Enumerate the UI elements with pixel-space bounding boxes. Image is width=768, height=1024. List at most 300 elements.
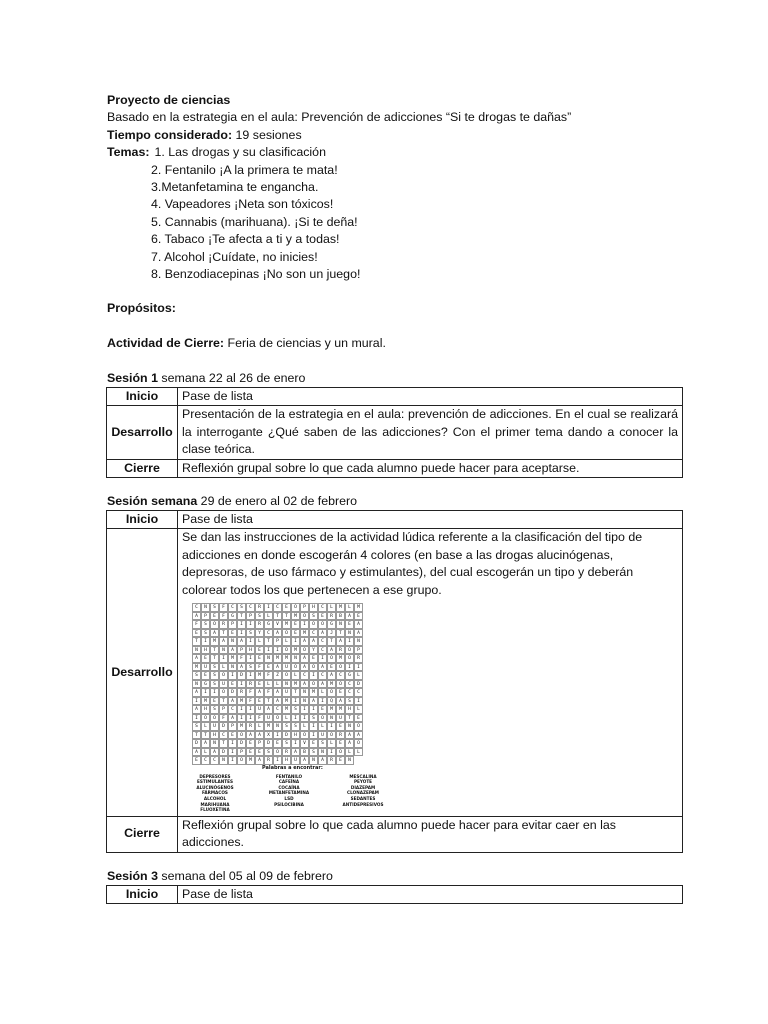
word-search-cell: I [219, 654, 228, 663]
word-search-cell: A [192, 654, 201, 663]
word-search-cell: O [201, 714, 210, 723]
word-search-cell: O [336, 680, 345, 689]
word-search-cell: N [219, 646, 228, 655]
word-search-cell: N [345, 722, 354, 731]
word-search-cell: M [273, 654, 282, 663]
word-search-cell: S [201, 620, 210, 629]
word-search-cell: T [273, 612, 282, 621]
word-search-cell: F [264, 671, 273, 680]
word-search-cell: A [192, 748, 201, 757]
word-search-cell: U [282, 663, 291, 672]
word-search-cell: I [309, 705, 318, 714]
word-search-cell: E [228, 731, 237, 740]
word-search-cell: O [237, 731, 246, 740]
word-search-cell: O [327, 731, 336, 740]
word-search-cell: A [300, 663, 309, 672]
word-search-cell: I [246, 705, 255, 714]
word-search-cell: S [210, 671, 219, 680]
word-search-cell: A [354, 731, 363, 740]
word-search-cell: I [237, 705, 246, 714]
word-search-cell: N [345, 629, 354, 638]
word-search-cell: C [309, 629, 318, 638]
word-search-cell: O [291, 663, 300, 672]
word-search-cell: L [318, 688, 327, 697]
word-search-cell: P [228, 620, 237, 629]
word-search-cell: L [282, 714, 291, 723]
word-search-cell: E [255, 654, 264, 663]
word-search-cell: E [210, 697, 219, 706]
word-search-cell: U [282, 688, 291, 697]
word-search-cell: O [273, 748, 282, 757]
word-search-cell: I [318, 697, 327, 706]
word-search-cell: A [336, 697, 345, 706]
word-search-cell: A [255, 731, 264, 740]
word-search-cell: M [282, 620, 291, 629]
session-2-table [106, 510, 683, 853]
word-search-cell: P [237, 748, 246, 757]
word-search-cell: N [192, 680, 201, 689]
word-search-cell: N [318, 748, 327, 757]
word-search-cell: S [210, 663, 219, 672]
word-search-cell: P [237, 646, 246, 655]
word-search-cell: R [282, 748, 291, 757]
word-search-cell: I [327, 722, 336, 731]
word-search-cell: N [228, 637, 237, 646]
word-search-cell: I [309, 671, 318, 680]
word-search-cell: H [201, 646, 210, 655]
word-search-cell: A [228, 646, 237, 655]
word-search-cell: S [192, 722, 201, 731]
word-search-cell: T [291, 688, 300, 697]
word-search-cell: E [246, 748, 255, 757]
word-search-cell: U [264, 714, 273, 723]
activity-instructions: Se dan las instrucciones de la actividad lúdica referente a la clasificación del tipo de adicciones en donde escogerán 4 colores (en base a las drogas alucinógenas, depresoras, de uso fármaco y estimulantes), del cual escogerán un tipo y deberán colorear todos los que pertenecen a ese grupo. [182, 530, 643, 597]
word-search-cell: L [354, 671, 363, 680]
word-search-cell: T [210, 654, 219, 663]
word-search-cell: N [336, 620, 345, 629]
word-search-cell: L [291, 671, 300, 680]
word-search-cell: T [219, 697, 228, 706]
word-search-cell: Y [255, 629, 264, 638]
word-search-cell: E [309, 739, 318, 748]
word-search-cell: A [228, 714, 237, 723]
word-search-word: PEYOTE [353, 779, 373, 785]
word-search-word: CLONAZEPAM [347, 790, 379, 796]
word-search-cell: N [210, 739, 219, 748]
word-search-cell: O [327, 654, 336, 663]
word-search-cell: N [300, 688, 309, 697]
word-search-cell: G [327, 620, 336, 629]
document-header [107, 92, 687, 283]
word-search-cell: I [228, 748, 237, 757]
table-row [107, 816, 683, 852]
topic-item: 5. Cannabis (marihuana). ¡Si te deña! [151, 214, 358, 229]
word-search-cell: A [255, 756, 264, 765]
word-search-cell: O [336, 663, 345, 672]
row-label: Cierre [107, 459, 178, 477]
word-search-word: FÁRMACOS [202, 790, 228, 796]
session-1-table [106, 387, 683, 478]
word-search-cell: R [219, 620, 228, 629]
row-label: Inicio [107, 886, 178, 904]
closing-activity: Actividad de Cierre: Feria de ciencias y un mural. [107, 336, 386, 350]
row-content: Pase de lista [178, 511, 683, 529]
word-search-cell: T [282, 612, 291, 621]
word-search-cell: A [354, 620, 363, 629]
word-search-word: DIAZEPAM [350, 784, 376, 790]
row-label: Cierre [107, 816, 178, 852]
word-search-cell: I [300, 705, 309, 714]
table-row [107, 406, 683, 459]
word-search-cell: I [264, 646, 273, 655]
word-search-cell: O [354, 739, 363, 748]
word-search-cell: A [237, 637, 246, 646]
word-search-cell: A [309, 697, 318, 706]
word-search-cell: C [345, 680, 354, 689]
row-label: Inicio [107, 511, 178, 529]
word-search-cell: M [336, 654, 345, 663]
word-search-cell: D [219, 722, 228, 731]
word-search-cell: E [336, 688, 345, 697]
word-search-cell: I [246, 654, 255, 663]
word-search-cell: S [246, 629, 255, 638]
word-search-grid [192, 603, 678, 765]
word-search-cell: M [327, 680, 336, 689]
word-search-cell: S [291, 722, 300, 731]
word-search-cell: A [327, 646, 336, 655]
word-search-cell: A [192, 612, 201, 621]
table-row [107, 529, 683, 816]
word-search-word: ALCOHOL [203, 795, 227, 801]
word-search-cell: Q [327, 697, 336, 706]
word-search-cell: I [210, 688, 219, 697]
word-search-cell: M [264, 722, 273, 731]
word-search-cell: F [246, 688, 255, 697]
word-search-cell: R [336, 731, 345, 740]
word-search-cell: R [354, 654, 363, 663]
word-search-cell: E [327, 663, 336, 672]
word-search-cell: C [192, 603, 201, 612]
word-search-cell: L [327, 603, 336, 612]
word-column [332, 774, 394, 813]
word-search-cell: N [201, 603, 210, 612]
word-search-cell: D [354, 680, 363, 689]
word-search-cell: A [219, 637, 228, 646]
word-search-cell: A [300, 680, 309, 689]
word-search-cell: O [300, 646, 309, 655]
word-search-cell: N [345, 756, 354, 765]
word-search-cell: P [219, 705, 228, 714]
strategy-line: Basado en la estrategia en el aula: Prevención de adicciones “Si te drogas te dañas” [107, 110, 572, 125]
word-search-cell: A [336, 637, 345, 646]
session-3-table [106, 885, 683, 904]
word-search-cell: H [282, 756, 291, 765]
word-search-cell: M [210, 637, 219, 646]
topic-item: 3.Metanfetamina te engancha. [151, 180, 319, 195]
word-search-cell: M [255, 671, 264, 680]
word-search-cell: C [354, 688, 363, 697]
word-search-cell: T [219, 629, 228, 638]
word-search-cell: L [264, 612, 273, 621]
word-search-cell: L [264, 680, 273, 689]
time-line: Tiempo considerado: 19 sesiones [107, 127, 302, 142]
word-search-cell: I [228, 671, 237, 680]
topic-item: 8. Benzodiacepinas ¡No son un juego! [151, 267, 361, 282]
word-search-cell: O [291, 603, 300, 612]
word-search-cell: A [273, 697, 282, 706]
word-search-cell: E [318, 612, 327, 621]
word-search-cell: O [282, 646, 291, 655]
word-search-cell: I [201, 688, 210, 697]
word-search-cell: G [201, 680, 210, 689]
topic-item: 2. Fentanilo ¡A la primera te mata! [151, 162, 338, 177]
word-search-cell: I [228, 756, 237, 765]
word-search-cell: S [237, 603, 246, 612]
word-search-cell: D [237, 739, 246, 748]
word-search-cell: I [201, 637, 210, 646]
word-search-cell: S [210, 603, 219, 612]
word-search-cell: M [336, 705, 345, 714]
word-search-cell: C [300, 671, 309, 680]
word-search-cell: O [336, 748, 345, 757]
word-search-cell: J [327, 629, 336, 638]
word-search-cell: F [237, 654, 246, 663]
word-search-cell: N [264, 654, 273, 663]
word-search-cell: I [345, 637, 354, 646]
word-search-cell: O [309, 620, 318, 629]
word-search-cell: I [291, 739, 300, 748]
word-search-cell: N [291, 654, 300, 663]
row-content: Presentación de la estrategia en el aula: prevención de adicciones. En el cual se realizará la interrogante ¿Qué saben de las adicciones? Con el primer tema dando a conocer la clase teórica. [178, 406, 683, 459]
word-search-cell: M [201, 697, 210, 706]
word-search-cell: R [336, 646, 345, 655]
word-search-cell: I [273, 646, 282, 655]
word-search-cell: D [237, 671, 246, 680]
word-search-cell: D [282, 731, 291, 740]
word-search-word: LSD [284, 795, 294, 801]
word-search-cell: S [201, 629, 210, 638]
word-search-cell: I [309, 731, 318, 740]
purposes-heading: Propósitos: [107, 301, 176, 315]
word-search-cell: E [336, 739, 345, 748]
word-search-cell: A [345, 612, 354, 621]
word-search-cell: P [300, 603, 309, 612]
table-row [107, 886, 683, 904]
word-search-cell: A [354, 629, 363, 638]
word-search-cell: C [219, 731, 228, 740]
word-search-cell: M [300, 629, 309, 638]
word-search-cell: B [300, 748, 309, 757]
word-search-cell: P [354, 646, 363, 655]
word-search-cell: S [282, 739, 291, 748]
word-search-cell: A [273, 688, 282, 697]
word-search-cell: F [246, 697, 255, 706]
word-search-cell: N [273, 722, 282, 731]
word-search-cell: S [282, 722, 291, 731]
word-search-cell: A [237, 663, 246, 672]
session-3-heading: Sesión 3 semana del 05 al 09 de febrero [107, 869, 333, 883]
word-search-cell: E [282, 603, 291, 612]
word-search-cell: C [210, 756, 219, 765]
word-search-cell: E [192, 756, 201, 765]
word-search-word-list [184, 774, 678, 813]
word-search-cell: U [255, 705, 264, 714]
word-search-cell: A [210, 748, 219, 757]
session-1-heading: Sesión 1 semana 22 al 26 de enero [107, 371, 306, 385]
word-search-cell: O [345, 646, 354, 655]
word-search-puzzle [182, 599, 678, 816]
word-search-cell: H [210, 731, 219, 740]
word-search-cell: I [345, 663, 354, 672]
word-search-cell: C [318, 637, 327, 646]
word-search-cell: L [219, 663, 228, 672]
word-search-cell: L [255, 722, 264, 731]
word-search-cell: C [345, 688, 354, 697]
word-search-cell: I [291, 637, 300, 646]
word-search-cell: X [264, 731, 273, 740]
word-search-cell: M [291, 646, 300, 655]
word-search-cell: I [273, 756, 282, 765]
row-content: Reflexión grupal sobre lo que cada alumno puede hacer para evitar caer en las adicciones. [178, 816, 683, 852]
word-search-cell: P [255, 739, 264, 748]
topic-item: 7. Alcohol ¡Cuídate, no inicies! [151, 249, 318, 264]
word-search-cell: U [291, 756, 300, 765]
word-search-cell: N [282, 680, 291, 689]
word-search-cell: I [237, 629, 246, 638]
word-search-cell: A [264, 705, 273, 714]
word-search-cell: A [273, 663, 282, 672]
word-search-cell: C [273, 603, 282, 612]
row-label: Desarrollo [107, 529, 178, 816]
word-search-cell: F [264, 688, 273, 697]
word-search-cell: O [282, 671, 291, 680]
word-search-word: ALUCINÓGENOS [196, 784, 234, 790]
word-search-cell: L [345, 748, 354, 757]
row-label: Desarrollo [107, 406, 178, 459]
row-content: Pase de lista [178, 388, 683, 406]
word-search-cell: E [336, 756, 345, 765]
word-search-word: SEDANTES [350, 795, 376, 801]
word-search-cell: O [318, 620, 327, 629]
word-search-cell: O [219, 688, 228, 697]
word-search-cell: S [309, 612, 318, 621]
row-content [178, 529, 683, 816]
word-search-cell: E [345, 620, 354, 629]
word-search-cell: O [273, 714, 282, 723]
word-search-cell: Y [309, 646, 318, 655]
word-search-cell: I [354, 663, 363, 672]
table-row [107, 511, 683, 529]
word-search-cell: C [318, 603, 327, 612]
word-search-cell: O [282, 629, 291, 638]
word-search-cell: M [309, 688, 318, 697]
word-search-cell: Z [273, 671, 282, 680]
word-search-cell: S [345, 697, 354, 706]
word-search-cell: U [336, 714, 345, 723]
word-search-word: FENTANILO [275, 773, 303, 779]
word-search-cell: I [273, 731, 282, 740]
word-search-cell: N [219, 756, 228, 765]
table-row [107, 388, 683, 406]
word-search-cell: L [345, 603, 354, 612]
word-search-cell: O [210, 620, 219, 629]
word-search-cell: N [300, 697, 309, 706]
word-search-cell: A [246, 731, 255, 740]
word-search-cell: R [237, 688, 246, 697]
word-search-cell: F [219, 612, 228, 621]
word-search-cell: S [291, 705, 300, 714]
word-search-title: Palabras a encontrar: [262, 764, 323, 771]
row-content: Reflexión grupal sobre lo que cada alumno puede hacer para aceptarse. [178, 459, 683, 477]
word-search-cell: E [354, 612, 363, 621]
word-search-cell: A [318, 680, 327, 689]
word-search-cell: T [219, 739, 228, 748]
word-column [184, 774, 246, 813]
word-search-cell: L [201, 748, 210, 757]
word-search-cell: G [264, 620, 273, 629]
word-search-cell: M [327, 705, 336, 714]
word-search-cell: E [228, 629, 237, 638]
word-search-cell: C [318, 646, 327, 655]
word-search-cell: A [318, 756, 327, 765]
word-search-cell: R [327, 612, 336, 621]
word-search-cell: E [255, 680, 264, 689]
word-search-cell: A [255, 688, 264, 697]
word-search-cell: F [219, 714, 228, 723]
word-search-cell: T [210, 646, 219, 655]
word-search-cell: E [201, 654, 210, 663]
word-search-cell: I [237, 680, 246, 689]
word-search-cell: I [246, 620, 255, 629]
word-search-cell: A [309, 637, 318, 646]
word-search-cell: I [291, 697, 300, 706]
word-search-cell: U [210, 722, 219, 731]
topics-first-line: Temas: 1. Las drogas y su clasificación [107, 145, 326, 160]
word-search-cell: U [201, 663, 210, 672]
word-search-cell: T [201, 731, 210, 740]
word-search-cell: R [264, 756, 273, 765]
word-search-cell: O [327, 688, 336, 697]
row-label: Inicio [107, 388, 178, 406]
word-search-word: FLUOXETINA [200, 807, 230, 813]
word-search-cell: E [255, 748, 264, 757]
word-search-word: DEPRESORES [199, 773, 231, 779]
word-search-cell: O [345, 654, 354, 663]
word-search-word: METANFETAMINA [268, 790, 310, 796]
word-search-cell: M [228, 654, 237, 663]
word-search-cell: S [309, 748, 318, 757]
word-search-cell: E [291, 629, 300, 638]
word-search-cell: P [201, 612, 210, 621]
word-search-cell: E [255, 697, 264, 706]
word-search-cell: P [246, 612, 255, 621]
word-search-cell: A [345, 731, 354, 740]
word-search-cell: L [300, 722, 309, 731]
word-search-cell: M [354, 603, 363, 612]
word-search-cell: I [309, 722, 318, 731]
word-search-cell: O [309, 680, 318, 689]
word-search-cell: H [246, 646, 255, 655]
word-search-cell: T [192, 731, 201, 740]
word-search-cell: I [237, 620, 246, 629]
word-search-cell: G [345, 671, 354, 680]
word-search-cell: C [228, 705, 237, 714]
word-search-cell: F [192, 620, 201, 629]
word-search-cell: D [228, 688, 237, 697]
word-search-cell: A [300, 654, 309, 663]
word-search-cell: T [237, 612, 246, 621]
word-search-cell: H [345, 705, 354, 714]
